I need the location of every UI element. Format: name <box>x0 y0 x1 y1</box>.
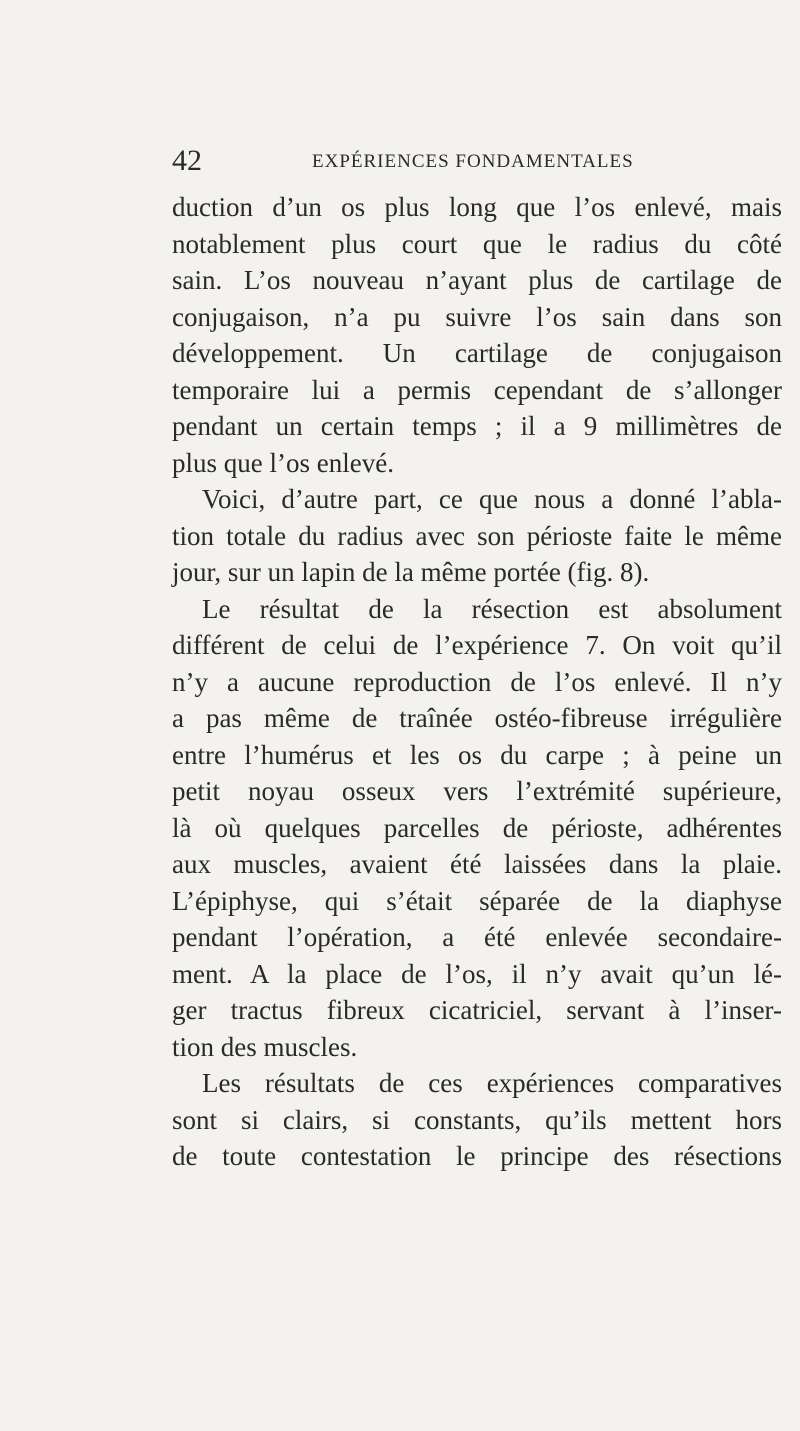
text-line: sont si clairs, si constants, qu’ils mettent hors <box>172 1104 782 1135</box>
text-line: jour, sur un lapin de la même portée (fig. 8). <box>172 557 650 587</box>
text-line: tion des muscles. <box>172 1031 358 1062</box>
running-header: EXPÉRIENCES FONDAMENTALES <box>312 151 634 172</box>
paragraph-start-line: Le résultat de la résection est absolument <box>202 593 782 624</box>
text-line: de toute contestation le principe des résections <box>172 1141 782 1171</box>
text-line: duction d’un os plus long que l’os enlevé, mais <box>172 192 782 222</box>
text-line: temporaire lui a permis cependant de s’allonger <box>172 374 782 405</box>
text-line: pendant un certain temps ; il a 9 millimètres de <box>172 411 782 441</box>
text-line: a pas même de traînée ostéo-fibreuse irrégulière <box>172 703 782 733</box>
text-line: là où quelques parcelles de périoste, adhérentes <box>172 812 782 843</box>
text-line: petit noyau osseux vers l’extrémité supérieure, <box>172 776 782 806</box>
text-line: différent de celui de l’expérience 7. On voit qu’il <box>172 630 782 660</box>
text-line: sain. L’os nouveau n’ayant plus de cartilage de <box>172 265 782 295</box>
text-line: pendant l’opération, a été enlevée secondaire- <box>172 922 782 952</box>
text-line: aux muscles, avaient été laissées dans la plaie. <box>172 849 782 879</box>
text-line: ment. A la place de l’os, il n’y avait qu’un lé- <box>172 958 782 989</box>
text-line: plus que l’os enlevé. <box>172 447 394 478</box>
text-line: tion totale du radius avec son périoste faite le même <box>172 520 782 551</box>
text-line: développement. Un cartilage de conjugaison <box>172 338 782 368</box>
paragraph-start-line: Voici, d’autre part, ce que nous a donné l’abla- <box>202 484 782 514</box>
text-line: entre l’humérus et les os du carpe ; à peine un <box>172 739 782 770</box>
text-line: L’épiphyse, qui s’était séparée de la diaphyse <box>172 885 782 916</box>
paragraph-start-line: Les résultats de ces expériences comparatives <box>202 1068 782 1098</box>
text-line: n’y a aucune reproduction de l’os enlevé. Il n’y <box>172 666 782 697</box>
text-line: conjugaison, n’a pu suivre l’os sain dans son <box>172 301 782 332</box>
text-line: ger tractus fibreux cicatriciel, servant à l’inser- <box>172 995 782 1025</box>
text-line: notablement plus court que le radius du côté <box>172 228 782 259</box>
body-text <box>172 189 782 1175</box>
page-number: 42 <box>172 144 202 177</box>
